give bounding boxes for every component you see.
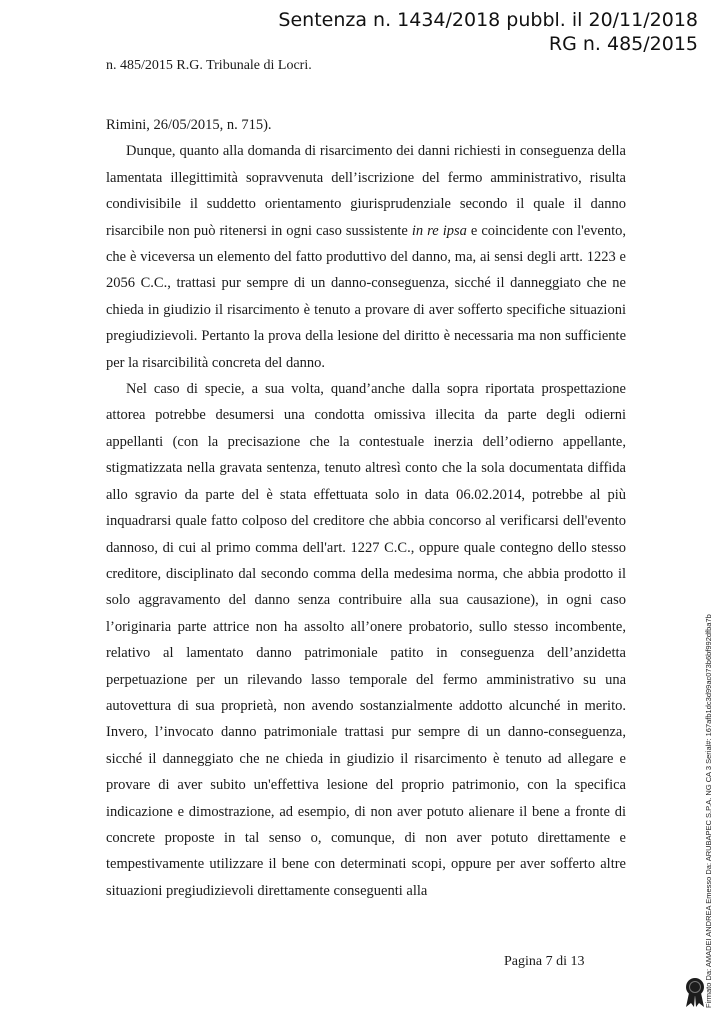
digital-signature-text: Firmato Da: AMADEI ANDREA Emesso Da: ARUBAPEC S.P.A. NG CA 3 Serial#: 167afb1dc3d99ac073b6bf992dfba7b [704,614,713,1008]
page-number: Pagina 7 di 13 [504,954,585,969]
paragraph [106,138,626,376]
document-body [106,112,626,904]
paragraph-text: Dunque, quanto alla domanda di risarcimento dei danni richiesti in conseguenza della lamentata illegittimità sopravvenuta dell’iscrizione del fermo amministrativo, risulta condivisibile il suddetto orientamento giurisprudenziale secondo il quale il danno risarcibile non può ritenersi in ogni caso sussistente [106,143,626,239]
latin-phrase: in re ipsa [411,222,467,239]
case-reference: n. 485/2015 R.G. Tribunale di Locri. [106,58,312,73]
rg-header: RG n. 485/2015 [548,33,698,55]
sentence-header: Sentenza n. 1434/2018 pubbl. il 20/11/2018 [278,9,698,31]
paragraph: Nel caso di specie, a sua volta, quand’anche dalla sopra riportata prospettazione attorea potrebbe desumersi una condotta omissiva illecita da parte degli odierni appellanti (con la precisazione che la contestuale inerzia dell’odierno appellante, stigmatizzata nella gravata sentenza, tenuto altresì conto che la sola documentata diffida allo sgravio da parte del è stata effettuata solo in data 06.02.2014, potrebbe al più inquadrarsi quale fatto colposo del creditore che abbia concorso al verificarsi dell'evento dannoso, di cui al primo comma dell'art. 1227 C.C., oppure quale contegno dello stesso creditore, disciplinato dal secondo comma della medesima norma, che abbia prodotto il solo aggravamento del danno senza contribuire alla sua causazione), in ogni caso l’originaria parte attrice non ha assolto all’onere probatorio, sullo stesso incombente, relativo al lamentato danno patrimoniale patito in conseguenza dell’anzidetta perpetuazione per un rilevando lasso temporale del fermo amministrativo su una autovettura di sua proprietà, non avendo sostanzialmente addotto alcunché in merito. Invero, l’invocato danno patrimoniale trattasi pur sempre di un danno-conseguenza, sicché il danneggiato che ne chieda in giudizio il risarcimento è tenuto ad allegare e provare di aver subito un'effettiva lesione del proprio patrimonio, con la specifica indicazione e dimostrazione, ad esempio, di non aver potuto alienare il bene a fronte di concrete proposte in tal senso o, comunque, di non aver potuto direttamente e tempestivamente utilizzare il bene con determinati scopi, oppure per aver sofferto altre situazioni pregiudizievoli direttamente conseguenti alla [106,381,626,899]
seal-icon [683,976,707,1008]
paragraph: Rimini, 26/05/2015, n. 715). [106,117,272,133]
paragraph-text: e coincidente con l'evento, che è viceversa un elemento del fatto produttivo del danno, ma, ai sensi degli artt. 1223 e 2056 C.C., trattasi pur sempre di un danno-conseguenza, sicché il danneggiato che ne chieda in giudizio il risarcimento è tenuto a provare di aver sofferto specifiche situazioni pregiudizievoli. Pertanto la prova della lesione del diritto è necessaria ma non sufficiente per la risarcibilità concreta del danno. [106,222,627,371]
